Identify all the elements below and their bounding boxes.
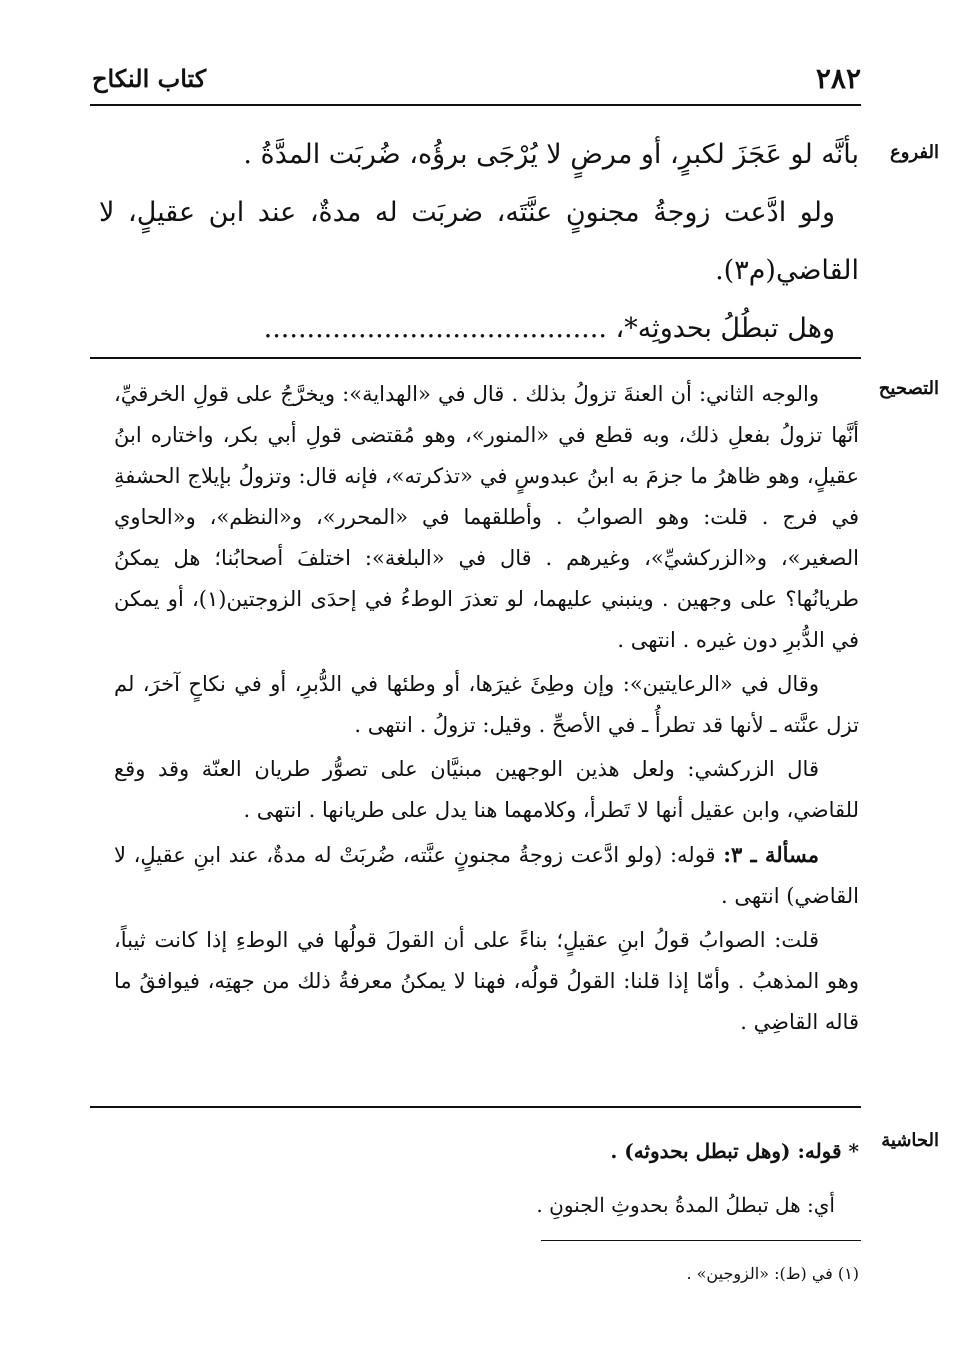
masalah-paragraph: [114, 834, 859, 917]
page-number: ٢٨٢: [815, 62, 861, 95]
hashiyah-line-2: أي: هل تبطلُ المدةُ بحدوثِ الجنونِ .: [536, 1193, 835, 1217]
masalah-text: قوله: (ولو ادَّعت زوجةُ مجنونٍ عنَّته، ضُربَتْ له مدةٌ، عند ابنِ عقيلٍ، لا القاضي) انتهى .: [114, 843, 859, 908]
masalah-label: مسألة ـ ٣:: [723, 842, 820, 867]
tashih-paragraph-1: والوجه الثاني: أن العنةَ تزولُ بذلك . قال في «الهداية»: ويخرَّجُ على قولِ الخرقيِّ، أنَّها تزولُ بفعلِ ذلك، وبه قطع في «المنور»، وهو مُقتضى قولِ أبي بكر، واختاره ابنُ عقيلٍ، وهو ظاهرُ ما جزمَ به ابنُ عبدوسٍ في «تذكرته»، فإنه قال: وتزولُ بإيلاج الحشفةِ في فرج . قلت: وهو الصوابُ . وأطلقهما في «المحرر»، و«النظم»، و«الحاوي الصغير»، و«الزركشيِّ»، وغيرهم . قال في «البلغة»: اختلفَ أصحابُنا؛ هل يمكنُ طريانُها؟ على وجهين . وينبني عليهما، لو تعذرَ الوطءُ في إحدَى الزوجتين(١)، أو يمكن في الدُّبرِ دون غيره . انتهى .: [114, 382, 859, 652]
footnote-rule: [541, 1240, 861, 1241]
tashih-paragraph-2: وقال في «الرعايتين»: وإن وطِئَ غيرَها، أو وطئها في الدُّبرِ، أو في نكاحٍ آخرَ، لم تزل عنَّته ـ لأنها قد تطرأُ ـ في الأصحِّ . وقيل: تزولُ . انتهى .: [114, 672, 859, 737]
tashih-text: [114, 374, 859, 1046]
footnote-text: (١) في (ط): «الزوجين» .: [686, 1264, 859, 1283]
tashih-paragraph-3: قال الزركشي: ولعل هذين الوجهين مبنيَّان على تصوُّر طريان العنّة وقد وقع للقاضي، وابن عقيل أنها لا تَطرأ، وكلامهما هنا يدل على طريانها . انتهى .: [114, 757, 859, 822]
section-label-furu: الفروع: [890, 142, 939, 163]
tashih-conclusion: قلت: الصوابُ قولُ ابنِ عقيلٍ؛ بناءً على أن القولَ قولُها في الوطءِ إذا كانت ثيباً، وهو المذهبُ . وأمّا إذا قلنا: القولُ قولُه، فهنا لا يمكنُ معرفةُ ذلك من جهتِه، فيوافقُ ما قاله القاضِي .: [114, 928, 859, 1034]
running-title: كتاب النكاح: [92, 64, 207, 93]
furu-paragraph-2: ولو ادَّعت زوجةُ مجنونٍ عنَّتَه، ضربَت له مدةٌ، عند ابن عقيلٍ، لا القاضي(م٣).: [99, 197, 859, 286]
furu-paragraph-3: وهل تبطُلُ بحدوثِه*، ........................................: [263, 313, 835, 344]
furu-text: [99, 126, 859, 358]
hashiyah-text: [114, 1136, 859, 1220]
furu-paragraph-1: بأنَّه لو عَجَزَ لكبرٍ، أو مرضٍ لا يُرْجَى برؤُه، ضُربَت المدَّةُ .: [243, 139, 859, 170]
furu-divider: [90, 357, 861, 359]
section-label-hashiyah: الحاشية: [881, 1130, 939, 1151]
section-label-tashih: التصحيح: [878, 378, 939, 399]
tashih-divider: [90, 1106, 861, 1108]
header-rule: [90, 104, 861, 106]
hashiyah-line-1: * قوله: (وهل تبطل بحدوثه) .: [610, 1139, 859, 1163]
